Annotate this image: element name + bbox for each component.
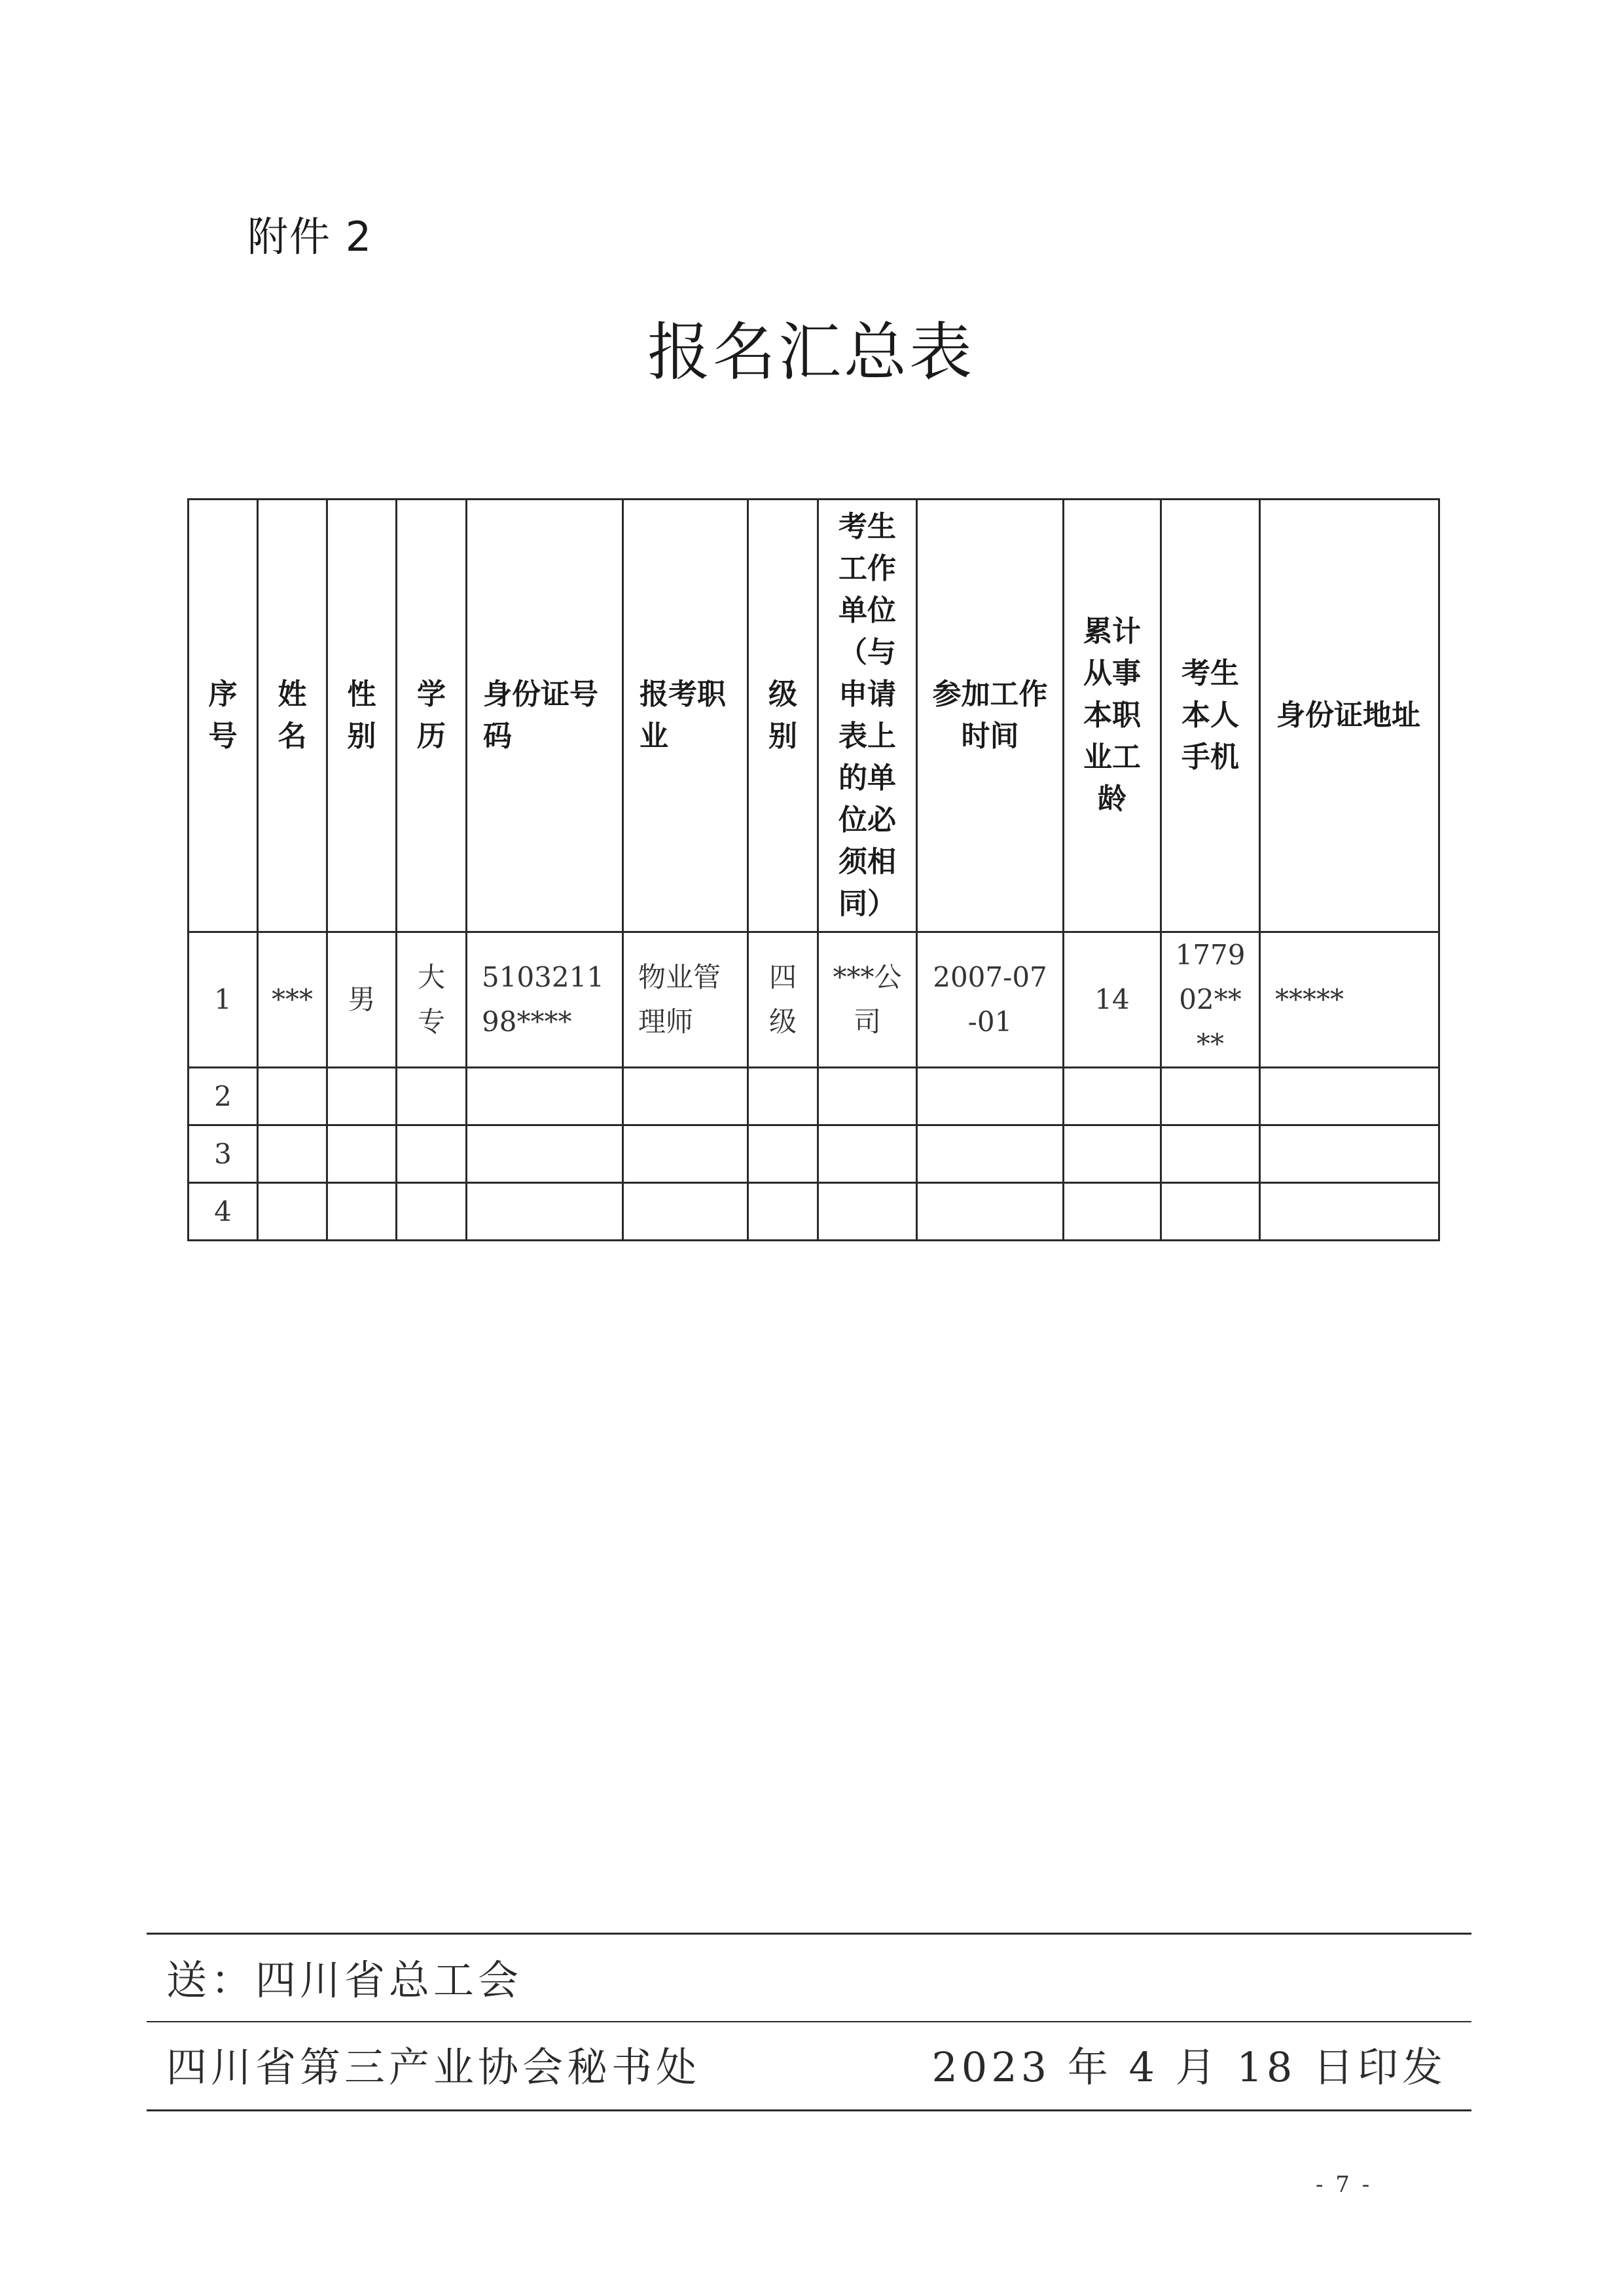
footer-bottom-rule (147, 2109, 1471, 2111)
cell-serial: 1 (189, 932, 258, 1068)
footer-issuer: 四川省第三产业协会秘书处 (166, 2043, 701, 2091)
header-cell-level: 级别 (748, 500, 818, 932)
cell-mobile (1161, 1068, 1260, 1125)
cell-name (258, 1183, 327, 1241)
document-title: 报名汇总表 (647, 316, 975, 389)
header-cell-id-address: 身份证地址 (1260, 500, 1439, 932)
cell-years-in-occupation (1064, 1125, 1161, 1183)
cell-mobile: 177902**** (1161, 932, 1260, 1068)
table-row (189, 1125, 1439, 1183)
cell-serial: 4 (189, 1183, 258, 1241)
cell-id-number (467, 1068, 623, 1125)
cell-gender (327, 1125, 397, 1183)
footer-top-rule (147, 1933, 1471, 1935)
cell-employer: ***公司 (818, 932, 917, 1068)
cell-id-address: ***** (1260, 932, 1439, 1068)
table-row (189, 1068, 1439, 1125)
footer-send-to: 送：四川省总工会 (166, 1956, 523, 2004)
cell-gender (327, 1183, 397, 1241)
footer-issue-date: 2023 年 4 月 18 日印发 (931, 2043, 1447, 2091)
header-cell-name: 姓名 (258, 500, 327, 932)
cell-id-number: 510321198**** (467, 932, 623, 1068)
header-cell-id-number: 身份证号码 (467, 500, 623, 932)
cell-id-address (1260, 1068, 1439, 1125)
cell-occupation (623, 1068, 748, 1125)
footer-middle-rule (147, 2021, 1471, 2022)
cell-id-number (467, 1125, 623, 1183)
table-header-row (189, 500, 1439, 932)
cell-gender: 男 (327, 932, 397, 1068)
header-cell-occupation: 报考职业 (623, 500, 748, 932)
header-cell-mobile: 考生本人手机 (1161, 500, 1260, 932)
cell-work-start-date (917, 1183, 1064, 1241)
cell-name: *** (258, 932, 327, 1068)
cell-serial: 3 (189, 1125, 258, 1183)
cell-level (748, 1125, 818, 1183)
cell-years-in-occupation (1064, 1068, 1161, 1125)
cell-occupation: 物业管理师 (623, 932, 748, 1068)
attachment-label: 附件 2 (247, 213, 373, 261)
cell-employer (818, 1183, 917, 1241)
header-cell-gender: 性别 (327, 500, 397, 932)
cell-id-number (467, 1183, 623, 1241)
header-cell-employer: 考生工作单位（与申请表上的单位必须相同） (818, 500, 917, 932)
cell-id-address (1260, 1183, 1439, 1241)
cell-gender (327, 1068, 397, 1125)
cell-work-start-date: 2007-07-01 (917, 932, 1064, 1068)
cell-years-in-occupation: 14 (1064, 932, 1161, 1068)
cell-occupation (623, 1125, 748, 1183)
cell-id-address (1260, 1125, 1439, 1183)
page-number: - 7 - (1316, 2172, 1373, 2198)
header-cell-serial: 序号 (189, 500, 258, 932)
cell-work-start-date (917, 1068, 1064, 1125)
cell-work-start-date (917, 1125, 1064, 1183)
cell-mobile (1161, 1125, 1260, 1183)
cell-name (258, 1068, 327, 1125)
table-row (189, 932, 1439, 1068)
cell-level (748, 1068, 818, 1125)
table-row (189, 1183, 1439, 1241)
cell-education (397, 1068, 467, 1125)
cell-serial: 2 (189, 1068, 258, 1125)
cell-name (258, 1125, 327, 1183)
header-cell-years-in-occupation: 累计从事本职业工龄 (1064, 500, 1161, 932)
cell-occupation (623, 1183, 748, 1241)
header-cell-work-start-date: 参加工作时间 (917, 500, 1064, 932)
cell-education: 大专 (397, 932, 467, 1068)
cell-level: 四级 (748, 932, 818, 1068)
registration-summary-table (187, 498, 1440, 1241)
cell-mobile (1161, 1183, 1260, 1241)
cell-level (748, 1183, 818, 1241)
cell-employer (818, 1125, 917, 1183)
header-cell-education: 学历 (397, 500, 467, 932)
cell-years-in-occupation (1064, 1183, 1161, 1241)
cell-education (397, 1125, 467, 1183)
cell-employer (818, 1068, 917, 1125)
cell-education (397, 1183, 467, 1241)
